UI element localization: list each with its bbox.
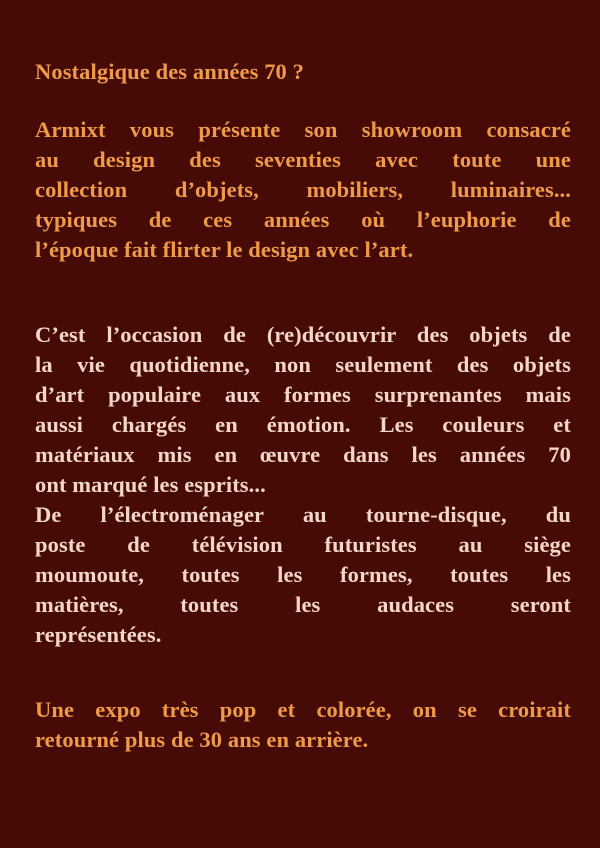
page-title: Nostalgique des années 70 ? bbox=[35, 59, 304, 84]
text-line: aussi chargés en émotion. Les couleurs et bbox=[35, 412, 571, 437]
text-line: l’époque fait flirter le design avec l’art. bbox=[35, 237, 414, 262]
text-line: typiques de ces années où l’euphorie de bbox=[35, 207, 571, 232]
text-line: retourné plus de 30 ans en arrière. bbox=[35, 727, 369, 752]
text-line: ont marqué les esprits... bbox=[35, 472, 266, 497]
text-line: matériaux mis en œuvre dans les années 70 bbox=[35, 442, 571, 467]
title-section bbox=[35, 57, 571, 87]
text-line: représentées. bbox=[35, 622, 162, 647]
text-line: au design des seventies avec toute une bbox=[35, 147, 571, 172]
text-line: C’est l’occasion de (re)découvrir des objets de bbox=[35, 322, 571, 347]
text-line: d’art populaire aux formes surprenantes mais bbox=[35, 382, 571, 407]
text-line: collection d’objets, mobiliers, luminaires... bbox=[35, 177, 571, 202]
text-line: Armixt vous présente son showroom consacré bbox=[35, 117, 571, 142]
text-line: Une expo très pop et colorée, on se croirait bbox=[35, 697, 571, 722]
text-line: De l’électroménager au tourne-disque, du bbox=[35, 502, 571, 527]
paragraph-outro bbox=[35, 695, 571, 755]
text-line: la vie quotidienne, non seulement des objets bbox=[35, 352, 571, 377]
paragraph-intro bbox=[35, 115, 571, 265]
text-line: moumoute, toutes les formes, toutes les bbox=[35, 562, 571, 587]
text-line: poste de télévision futuristes au siège bbox=[35, 532, 571, 557]
paragraph-body bbox=[35, 320, 571, 650]
text-line: matières, toutes les audaces seront bbox=[35, 592, 571, 617]
